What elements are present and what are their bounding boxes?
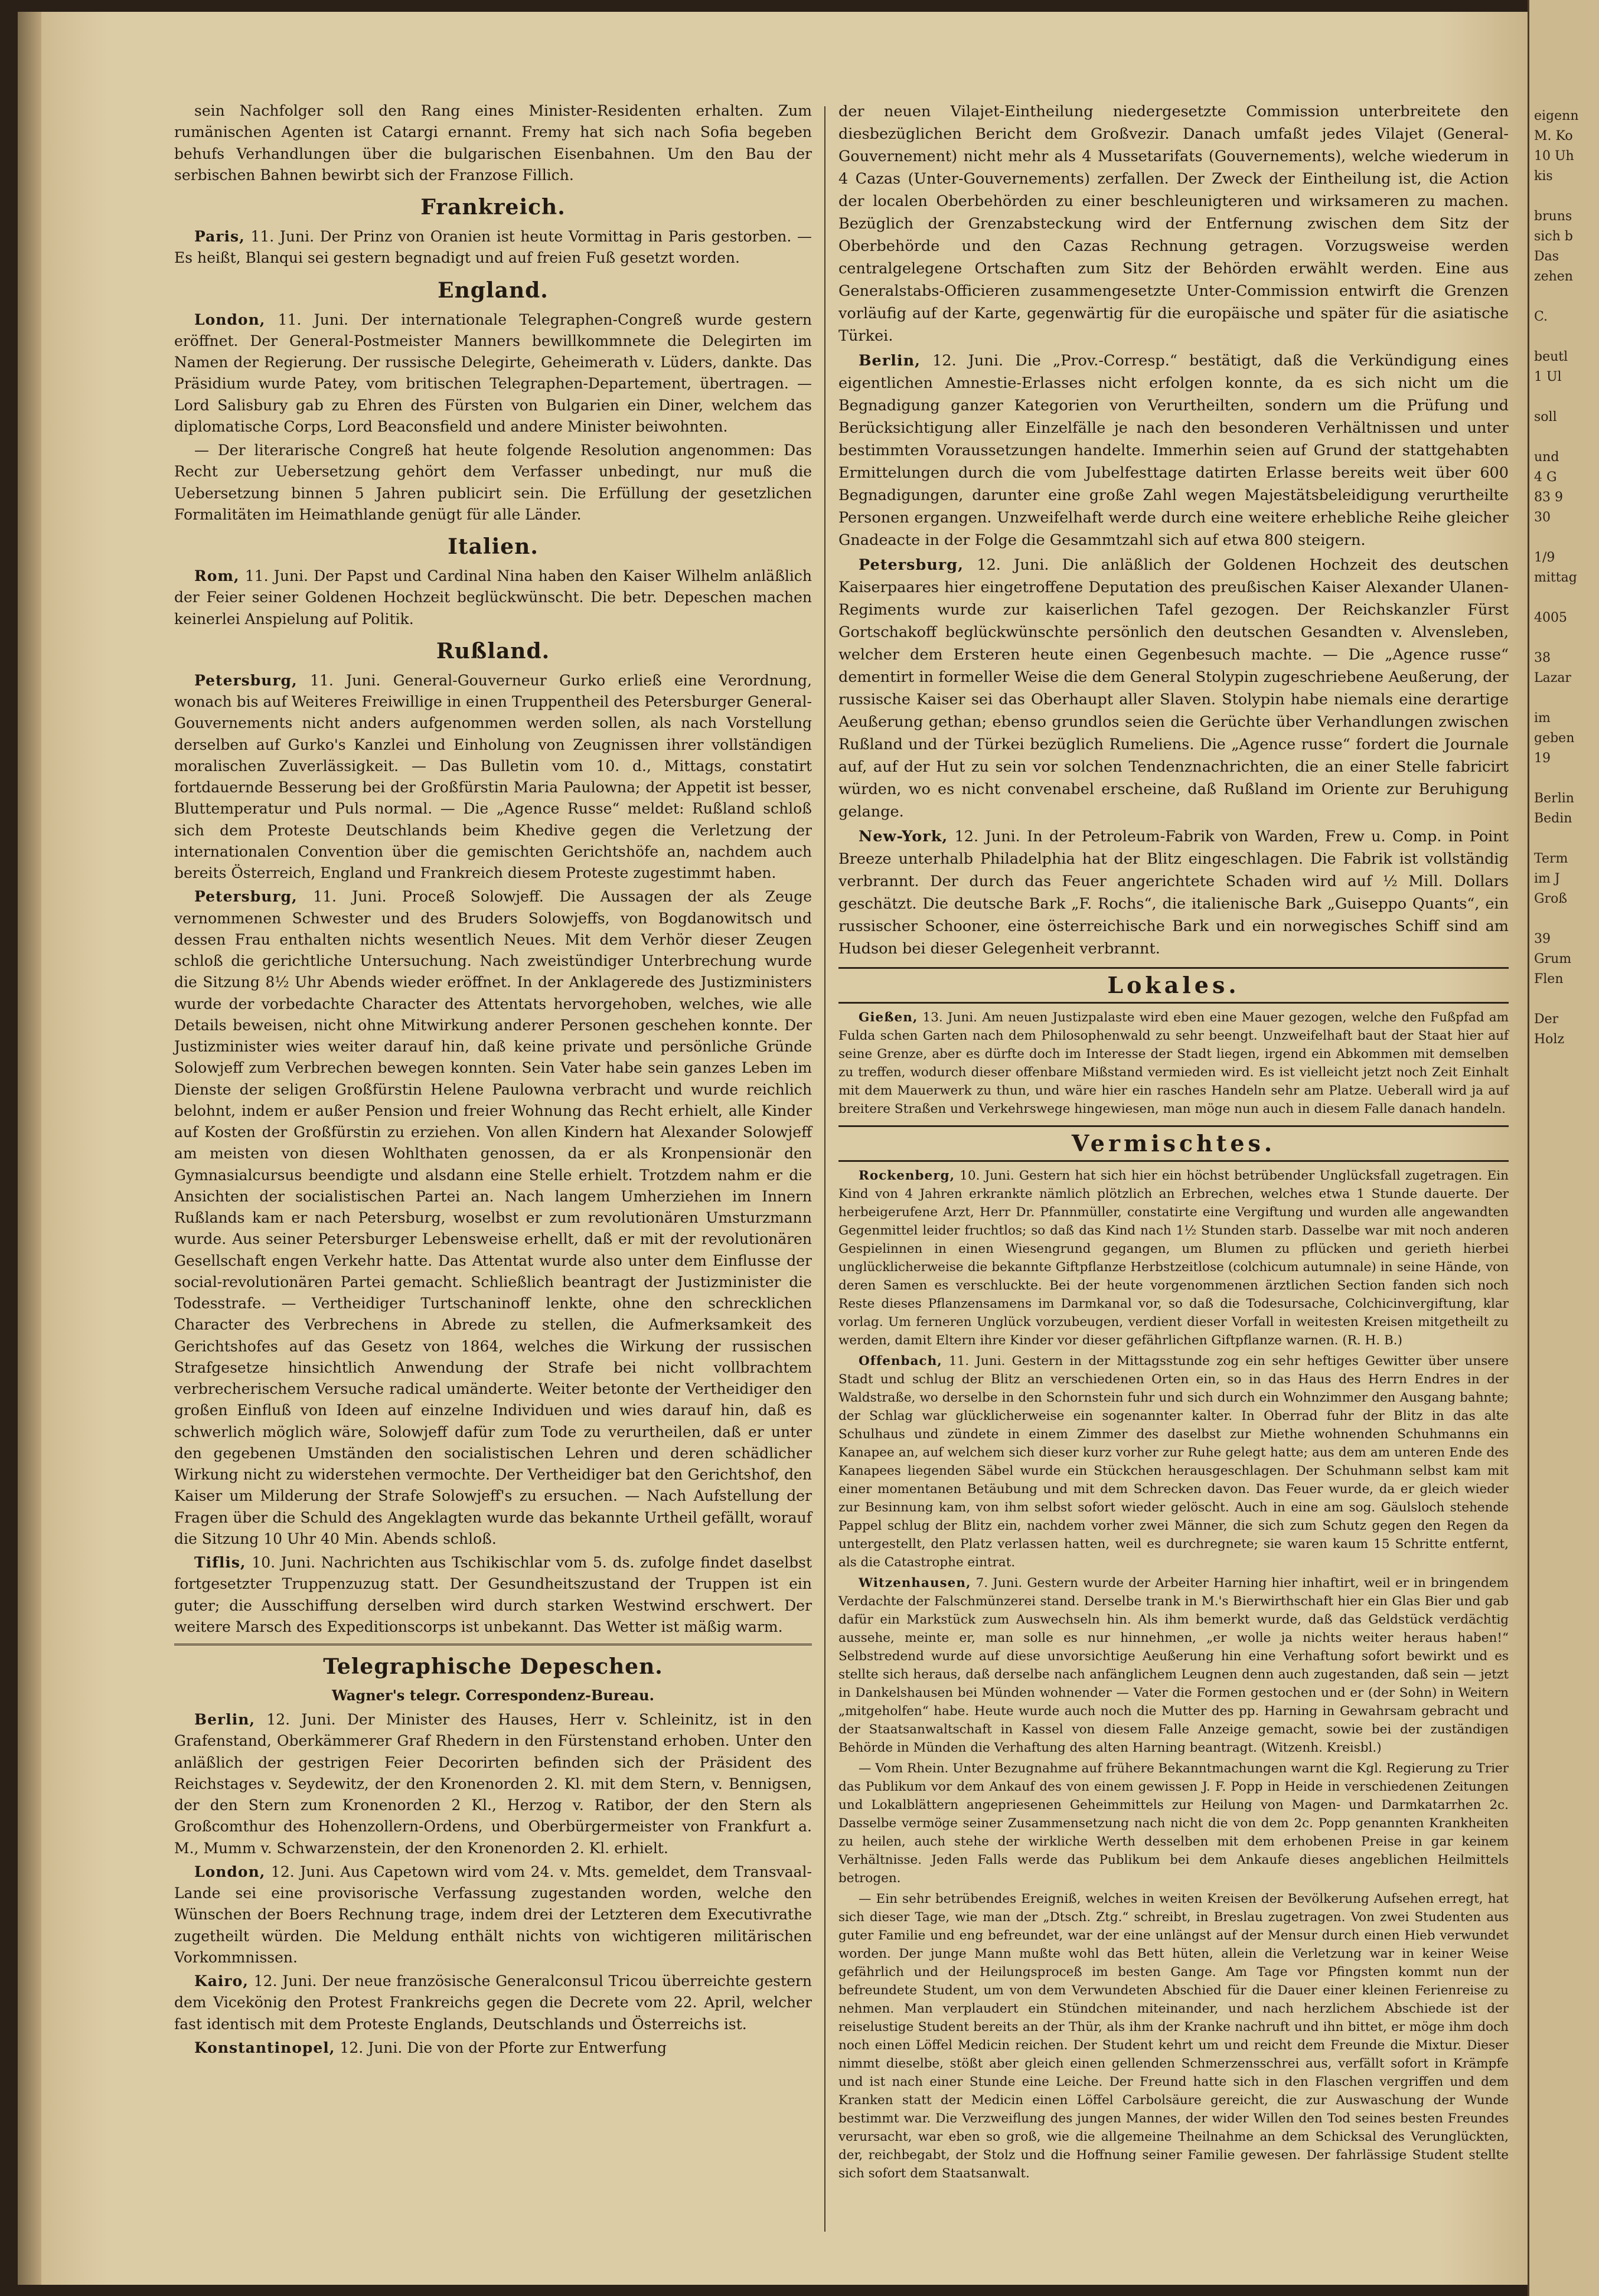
article-berlin-2 <box>838 350 1509 551</box>
right-column <box>838 100 1509 2185</box>
article-breslau: — Ein sehr betrübendes Ereigniß, welches in weiten Kreisen der Bevölkerung Aufsehen erregt, hat sich dieser Tage, wie man der „Dtsch. Ztg.“ schreibt, in Breslau zugetragen. Von zwei Studenten aus guter Familie und eng befreundet, war der eine unlängst auf der Mensur durch einen Hieb verwundet worden. Der junge Mann mußte wohl das Bett hüten, allein die Verletzung war in keiner Weise gefährlich und der Heilungsproceß im besten Gange. Am Tage vor Pfingsten kommt nun der befreundete Student, um von dem Verwundeten Abschied für die Dauer einer kleinen Ferienreise zu nehmen. Man verplaudert ein Stündchen miteinander, und nach herzlichem Abschiede ist der reiselustige Student bereits an der Thür, als ihm der Kranke nachruft und ihn bittet, er möge ihm doch noch einen Löffel Medicin reichen. Der Student kehrt um und reicht dem Freunde die Mixtur. Dieser nimmt dieselbe, stößt aber gleich einen gellenden Schmerzensschrei aus, verfällt sofort in Krämpfe und ist nach einer Stunde eine Leiche. Der Freund hatte sich in den Flaschen vergriffen und dem Kranken statt der Medicin einen Löffel Carbolsäure gereicht, die zur Auswaschung der Wunde bestimmt war. Die Verzweiflung des jungen Mannes, der wider Willen den Tod seines besten Freundes verursacht, war eben so groß, wie die allgemeine Theilnahme an dem Schicksal des Verunglückten, der, reichbegabt, der Stolz und die Hoffnung seiner Familie gewesen. Der fahrlässige Student stellte sich sofort dem Staatsanwalt. <box>838 1892 1509 2181</box>
dateline-london-2: London, <box>194 1863 266 1880</box>
section-telegraph-heading: Telegraphische Depeschen. <box>323 1654 663 1679</box>
section-lokales-heading: Lokales. <box>838 967 1509 1004</box>
article-offenbach-text: 11. Juni. Gestern in der Mittagsstunde zog ein sehr heftiges Gewitter über unsere Stadt und schlug der Blitz an verschiedenen Orten ein, so in das Haus des Herrn Endres in der Waldstraße, wo derselbe in den Schornstein fuhr und sich durch ein Wohnzimmer den Ausgang bahnte; der Schlag war glücklicherweise ein sogenannter kalter. In Oberrad fuhr der Blitz in das alte Schulhaus und zündete in einem Zimmer des daselbst zur Miethe wohnenden Schuhmanns ein Kanapee an, auf welchem sich dieser kurz vorher zur Ruhe gelegt hatte; aus dem am unteren Ende des Kanapees liegenden Säbel wurde ein Stückchen herausgeschlagen. Der Schuhmann selbst kam mit einer momentanen Betäubung und mit dem Schrecken davon. Das Feuer wurde, da er gleich wieder zur Besinnung kam, von ihm selbst sofort wieder gelöscht. Auch in eine am sog. Gäulsloch stehende Pappel schlug der Blitz ein, nachdem vorher zwei Männer, die sich zum Schutz gegen den Regen da untergestellt, den Platz verlassen hatten, weil es durchregnete; sie waren kaum 15 Schritte entfernt, als die Catastrophe eintrat. <box>838 1354 1509 1570</box>
article-tiflis-text: 10. Juni. Nachrichten aus Tschikischlar vom 5. ds. zufolge findet daselbst fortgesetzter Truppenzuzug statt. Der Gesundheitszustand der Truppen ist ein guter; die Ausschiffung derselben wird durch starken Westwind erschwert. Der weitere Marsch des Expeditionscorps ist unbekannt. Das Wetter ist mäßig warm. <box>174 1554 812 1635</box>
article-rockenberg-text: 10. Juni. Gestern hat sich hier ein höchst betrübender Unglücksfall zugetragen. Ein Kind von 4 Jahren erkrankte nämlich plötzlich an Erbrechen, welches etwa 1 Stunde dauerte. Der herbeigerufene Arzt, Herr Dr. Pfannmüller, constatirte eine Vergiftung und wurden alle angewandten Gegenmittel leider fruchtlos; so daß das Kind nach 1½ Stunden starb. Dasselbe war mit noch anderen Gespielinnen in einen Wiesengrund gegangen, um Blumen zu pflücken und gerieth hierbei unglücklicherweise die bekannte Giftpflanze Herbstzeitlose (colchicum autumnale) in seine Hände, von deren Samen es verschluckte. Bei der heute vorgenommenen ärztlichen Section fanden sich noch Reste dieses Pflanzensamens im Darmkanal vor, so daß die Todesursache, Colchicinvergiftung, klar vorlag. Um ferneren Unglück vorzubeugen, verdient dieser Vorfall in weitesten Kreisen mitgetheilt zu werden, damit Eltern ihre Kinder vor dieser gefährlichen Giftpflanze warnen. (R. H. B.) <box>838 1168 1509 1348</box>
article-petersburg-3 <box>838 554 1509 823</box>
article-london-2-text: 12. Juni. Aus Capetown wird vom 24. v. Mts. gemeldet, dem Transvaal-Lande sei eine provisorische Verfassung zugestanden worden, welche den Wünschen der Boers Rechnung trage, indem drei der Letzteren dem Executivrathe zugetheilt würden. Die Meldung enthält nichts von wichtigeren militärischen Vorkommnissen. <box>174 1863 812 1966</box>
article-london <box>174 309 812 438</box>
dateline-petersburg-3: Petersburg, <box>859 556 964 574</box>
adjacent-page-edge-text: eigenn M. Ko 10 Uh kis bruns sich b Das zehen C. beutl 1 Ul soll und 4 G 83 9 30 1/9 mittag 4005 38 Lazar im geben 19 Berlin Bedin Term im J Groß 39 Grum Flen Der Holz <box>1534 109 1579 1047</box>
article-konstantinopel-text: 12. Juni. Die von der Pforte zur Entwerfung <box>340 2039 667 2056</box>
article-witzenhausen <box>838 1574 1509 1757</box>
section-vermischtes-heading: Vermischtes. <box>838 1125 1509 1162</box>
dateline-berlin-2: Berlin, <box>859 352 921 370</box>
dateline-paris: Paris, <box>194 228 245 245</box>
article-konstantinopel <box>174 2037 812 2059</box>
telegraph-bureau-subheading: Wagner's telegr. Correspondenz-Bureau. <box>332 1687 654 1704</box>
article-paris <box>174 226 812 269</box>
article-giessen-text: 13. Juni. Am neuen Justizpalaste wird eben eine Mauer gezogen, welche den Fußpfad am Fulda schen Garten nach dem Philosophenwald zu sehr beengt. Unzweifelhaft baut der Staat hier auf seine Grenze, aber es dürfte doch im Interesse der Stadt liegen, irgend ein Abkommen mit demselben zu treffen, wodurch dieser offenbare Mißstand vermieden wird. Es ist vielleicht jetzt noch Zeit Einhalt mit dem Mauerwerk zu thun, und wäre hier ein rasches Handeln sehr am Platze. Ueberall wird ja auf breitere Straßen und Verkehrswege hingewiesen, man möge nun auch in diesem Falle danach handeln. <box>838 1010 1509 1116</box>
article-vom-rhein: — Vom Rhein. Unter Bezugnahme auf frühere Bekanntmachungen warnt die Kgl. Regierung zu Trier das Publikum vor dem Ankauf des von einem gewissen J. F. Popp in Heide in verschiedenen Zeitungen und Lokalblättern angepriesenen Geheimmittels zur Heilung von Magen- und Darmkatarrhen 2c. Dasselbe vermöge seiner Zusammensetzung nach nicht die von dem 2c. Popp genannten Krankheiten zu heilen, auch stehe der wirkliche Werth desselben mit dem erhobenen Preise in gar keinem Verhältnisse. Jeden Falls werde das Publikum bei dem Ankaufe dieses angeblichen Heilmittels betrogen. <box>838 1761 1509 1886</box>
article-kairo-text: 12. Juni. Der neue französische Generalconsul Tricou überreichte gestern dem Vicekönig den Protest Frankreichs gegen die Decrete vom 22. April, welcher fast identisch mit dem Proteste Englands, Deutschlands und Österreichs ist. <box>174 1972 812 2033</box>
dateline-witzenhausen: Witzenhausen, <box>859 1576 971 1590</box>
dateline-rockenberg: Rockenberg, <box>859 1168 955 1183</box>
section-england-heading: England. <box>438 277 549 303</box>
left-column <box>174 100 812 2061</box>
article-new-york <box>838 825 1509 960</box>
article-giessen <box>838 1008 1509 1118</box>
article-berlin-1 <box>174 1709 812 1859</box>
article-paris-text: 11. Juni. Der Prinz von Oranien ist heute Vormittag in Paris gestorben. — Es heißt, Blanqui sei gestern begnadigt und auf freien Fuß gesetzt worden. <box>174 228 812 267</box>
article-new-york-text: 12. Juni. In der Petroleum-Fabrik von Warden, Frew u. Comp. in Point Breeze unterhalb Philadelphia hat der Blitz eingeschlagen. Die Fabrik ist vollständig verbrannt. Der durch das Feuer angerichtete Schaden wird auf ½ Mill. Dollars geschätzt. Die deutsche Bark „F. Rochs“, die italienische Bark „Guiseppo Quants“, ein russischer Schooner, eine österreichische Bark und ein norwegisches Schiff sind am Hudson bei dieser Gelegenheit verbrannt. <box>838 828 1509 958</box>
page-binding <box>18 12 41 2285</box>
article-petersburg-1-text: 11. Juni. General-Gouverneur Gurko erließ eine Verordnung, wonach bis auf Weiteres Freiwillige in einen Truppentheil des Petersburger General-Gouvernements nicht anders aufgenommen werden sollen, als nach Vorstellung derselben auf Gurko's Kanzlei und Einholung von Zeugnissen ihrer vollständigen moralischen Zuverlässigkeit. — Das Bulletin vom 10. d., Mittags, constatirt fortdauernde Besserung bei der Großfürstin Maria Paulowna; der Appetit ist besser, Bluttemperatur und Puls normal. — Die „Agence Russe“ meldet: Rußland schloß sich dem Proteste Deutschlands beim Khedive gegen die Verletzung der internationalen Convention über die gemischten Gerichtshöfe an, nachdem auch bereits Österreich, England und Frankreich diesem Proteste zugestimmt haben. <box>174 671 812 881</box>
article-berlin-2-text: 12. Juni. Die „Prov.-Corresp.“ bestätigt, daß die Verkündigung eines eigentlichen Amnestie-Erlasses nicht erfolgen konnte, da es sich nicht um die Begnadigung ganzer Kategorien von Verurtheilten, sondern um die Prüfung und Berücksichtigung aller Einzelfälle je nach den besonderen Verhältnissen und unter bestimmten Voraussetzungen handelte. Immerhin seien auf Grund der stattgehabten Ermittelungen durch die vom Jubelfesttage datirten Erlasse bereits weit über 600 Begnadigungen, darunter eine große Zahl wegen Majestätsbeleidigung verurtheilte Personen ergangen. Unzweifelhaft werde durch eine weitere erhebliche Reihe gleicher Gnadeacte in der Folge die Gesammtzahl sich auf etwa 800 steigern. <box>838 352 1509 549</box>
article-tiflis <box>174 1552 812 1638</box>
article-petersburg-2 <box>174 886 812 1550</box>
article-rom-text: 11. Juni. Der Papst und Cardinal Nina haben den Kaiser Wilhelm anläßlich der Feier seiner Goldenen Hochzeit beglückwünscht. Die betr. Depeschen machen keinerlei Anspielung auf Politik. <box>174 567 812 628</box>
section-frankreich-heading: Frankreich. <box>420 195 566 220</box>
divider-telegraph <box>174 1644 812 1645</box>
article-berlin-1-text: 12. Juni. Der Minister des Hauses, Herr v. Schleinitz, ist in den Grafenstand, Oberkämmerer Graf Rhedern in den Fürstenstand erhoben. Unter den anläßlich der gestrigen Feier Decorirten befinden sich der Präsident des Reichstages v. Seydewitz, der den Kronenorden 2. Kl. mit dem Stern, v. Bennigsen, der den Stern zum Kronenorden 2 Kl., Herzog v. Ratibor, der den Stern als Großcomthur des Hohenzollern-Ordens, und Oberbürgermeister von Frankfurt a. M., Mumm v. Schwarzenstein, der den Kronenorden 2. Kl. erhielt. <box>174 1711 812 1857</box>
dateline-london: London, <box>194 311 266 328</box>
dateline-kairo: Kairo, <box>194 1972 249 1990</box>
dateline-tiflis: Tiflis, <box>194 1554 246 1571</box>
article-rockenberg <box>838 1167 1509 1350</box>
article-petersburg-1 <box>174 670 812 884</box>
section-italien-heading: Italien. <box>448 534 539 559</box>
intro-paragraph: sein Nachfolger soll den Rang eines Minister-Residenten erhalten. Zum rumänischen Agenten ist Catargi ernannt. Fremy hat sich nach Sofia begeben behufs Verhandlungen über die bulgarischen Eisenbahnen. Um den Bau der serbischen Bahnen bewirbt sich der Franzose Fillich. <box>174 102 812 184</box>
article-london-text: 11. Juni. Der internationale Telegraphen-Congreß wurde gestern eröffnet. Der General-Postmeister Manners bewillkommnete die Delegirten im Namen der Regierung. Der russische Delegirte, Geheimerath v. Lüders, dankte. Das Präsidium wurde Patey, vom britischen Telegraphen-Departement, übertragen. — Lord Salisbury gab zu Ehren des Fürsten von Bulgarien ein Diner, welchem das diplomatische Corps, Lord Beaconsfield und andere Minister beiwohnten. <box>174 311 812 435</box>
article-konstantinopel-continued: der neuen Vilajet-Eintheilung niedergesetzte Commission unterbreitete den diesbezüglichen Bericht dem Großvezir. Danach umfaßt jedes Vilajet (General-Gouvernement) nicht mehr als 4 Mussetarifats (Gouvernements), welche wiederum in 4 Cazas (Unter-Gouvernements) zerfallen. Der Zweck der Eintheilung ist, die Action der localen Oberbehörden zu einer beschleunigteren und wirksameren zu machen. Bezüglich der Grenzabsteckung wird der Entfernung zwischen dem Sitz der Oberbehörde und den Cazas Rechnung getragen. Vorzugsweise werden centralgelegene Ortschaften zum Sitz der Behörden erwählt werden. Eine aus Generalstabs-Officieren zusammengesetzte Unter-Commission entwirft die Grenzen vorläufig auf der Karte, gegenwärtig für die europäische und später für die asiatische Türkei. <box>838 103 1509 345</box>
article-rom <box>174 566 812 630</box>
article-london-2 <box>174 1861 812 1968</box>
dateline-konstantinopel: Konstantinopel, <box>194 2039 335 2056</box>
article-kairo <box>174 1971 812 2035</box>
adjacent-page-edge <box>1528 0 1599 2296</box>
column-separator <box>824 106 825 2232</box>
dateline-offenbach: Offenbach, <box>859 1354 942 1369</box>
dateline-berlin-1: Berlin, <box>194 1711 256 1728</box>
article-london-congress: — Der literarische Congreß hat heute folgende Resolution angenommen: Das Recht zur Uebersetzung gehört dem Verfasser unbedingt, nur muß die Uebersetzung binnen 5 Jahren publicirt sein. Die Erfüllung der gesetzlichen Formalitäten im Heimathlande genügt für alle Länder. <box>174 442 812 523</box>
dateline-giessen: Gießen, <box>859 1010 918 1025</box>
dateline-new-york: New-York, <box>859 828 948 845</box>
newspaper-page <box>18 12 1529 2285</box>
article-petersburg-2-text: 11. Juni. Proceß Solowjeff. Die Aussagen der als Zeuge vernommenen Schwester und des Bruders Solowjeffs, von Bogdanowitsch und dessen Frau enthalten nichts wesentlich Neues. Mit dem Verhör dieser Zeugen schloß die gerichtliche Untersuchung. Nach zweistündiger Unterbrechung wurde die Sitzung 8½ Uhr Abends wieder eröffnet. In der Anklagerede des Justizministers wurde der vorbedachte Character des Attentats hervorgehoben, welches, wie alle Details beweisen, nicht ohne Mitwirkung anderer Personen geschehen konnte. Der Justizminister wies weiter darauf hin, daß keine private und persönliche Gründe Solowjeff zum Verbrechen bewegen konnten. Sein Vater habe sein ganzes Leben im Dienste der seligen Großfürstin Helene Paulowna verbracht und wurde reichlich belohnt, indem er außer Pension und freier Wohnung das Recht erhielt, alle Kinder auf Kosten der Großfürstin zu erziehen. Von allen Kindern hat Alexander Solowjeff am meisten von diesen Wohlthaten genossen, da er als Kronpensionär den Gymnasialcursus beendigte und alsdann eine Stelle erhielt. Trotzdem nahm er die Ansichten der socialistischen Partei an. Nach langem Umherziehen im Innern Rußlands kam er nach Petersburg, woselbst er zum revolutionären Umsturzmann wurde. Aus seiner Petersburger Lebensweise erhellt, daß er mit der revolutionären Gesellschaft engen Verkehr hatte. Das Attentat wurde also unter dem Einflusse der social-revolutionären Partei gemacht. Schließlich beantragt der Justizminister die Todesstrafe. — Vertheidiger Turtschaninoff lenkte, ohne den schrecklichen Character des Verbrechens in Abrede zu stellen, die Aufmerksamkeit des Gerichtshofes auf das Gesetz von 1864, welches die Wirkung der russischen Strafgesetze hinsichtlich Anwendung der Strafe bei nicht vollbrachtem verbrecherischem Versuche radical umänderte. Weiter betonte der Vertheidiger den großen Einfluß von Ideen auf einzelne Individuen und wies darauf hin, daß es schwerlich möglich wäre, Solowjeff dafür zum Tode zu verurtheilen, daß er unter den gegebenen Umständen den socialistischen Lehren und deren schädlicher Wirkung nicht zu widerstehen vermochte. Der Vertheidiger bat den Gerichtshof, den Kaiser um Milderung der Strafe Solowjeff's zu ersuchen. — Nach Aufstellung der Fragen über die Schuld des Angeklagten wurde das bekannte Urtheil gefällt, worauf die Sitzung 10 Uhr 40 Min. Abends schloß. <box>174 888 812 1547</box>
dateline-petersburg-2: Petersburg, <box>194 888 298 906</box>
dateline-petersburg-1: Petersburg, <box>194 671 298 689</box>
section-russland-heading: Rußland. <box>436 638 550 664</box>
dateline-rom: Rom, <box>194 567 240 584</box>
article-offenbach <box>838 1352 1509 1572</box>
article-petersburg-3-text: 12. Juni. Die anläßlich der Goldenen Hochzeit des deutschen Kaiserpaares hier eingetroffene Deputation des preußischen Kaiser Alexander Ulanen-Regiments wurde zur kaiserlichen Tafel gezogen. Der Reichskanzler Fürst Gortschakoff beglückwünschte persönlich den deutschen Gesandten v. Alvensleben, welcher dem Ersteren heute einen Gegenbesuch machte. — Die „Agence russe“ dementirt in formeller Weise die dem General Stolypin zugeschriebene Aeußerung, der russische Kaiser sei das Oberhaupt aller Slaven. Stolypin habe niemals eine derartige Aeußerung gethan; ebenso grundlos seien die Gerüchte über Verhandlungen zwischen Rußland und der Türkei bezüglich Rumeliens. Die „Agence russe“ fordert die Journale auf, auf der Hut zu sein vor solchen Tendenznachrichten, die an einer Stelle fabricirt würden, wo es nicht convenabel erscheine, daß Rußland im Oriente zur Beruhigung gelange. <box>838 556 1509 821</box>
article-witzenhausen-text: 7. Juni. Gestern wurde der Arbeiter Harning hier inhaftirt, weil er in bringendem Verdachte der Falschmünzerei stand. Derselbe trank in M.'s Bierwirthschaft hier ein Glas Bier und gab dafür ein Markstück zum Auswechseln hin. Als ihm bemerkt wurde, daß das Geldstück verdächtig aussehe, meinte er, man solle es nur hinnehmen, „er wolle ja nichts weiter heraus haben!“ Selbstredend wurde auf diese unvorsichtige Aeußerung hin eine Verhaftung sofort bewirkt und es stellte sich heraus, daß derselbe nach anfänglichem Leugnen denn auch zugestanden, daß sein — jetzt in Dankelshausen bei Münden wohnender — Vater die Formen gestochen und er (der Sohn) in Weitern „mitgeholfen“ habe. Heute wurde auch noch die Mutter des pp. Harning in Gewahrsam gebracht und der Staatsanwaltschaft in Kassel von diesem Falle Anzeige gemacht, sowie bei der zuständigen Behörde in Münden die Verhaftung des alten Harning beantragt. (Witzenh. Kreisbl.) <box>838 1576 1509 1755</box>
